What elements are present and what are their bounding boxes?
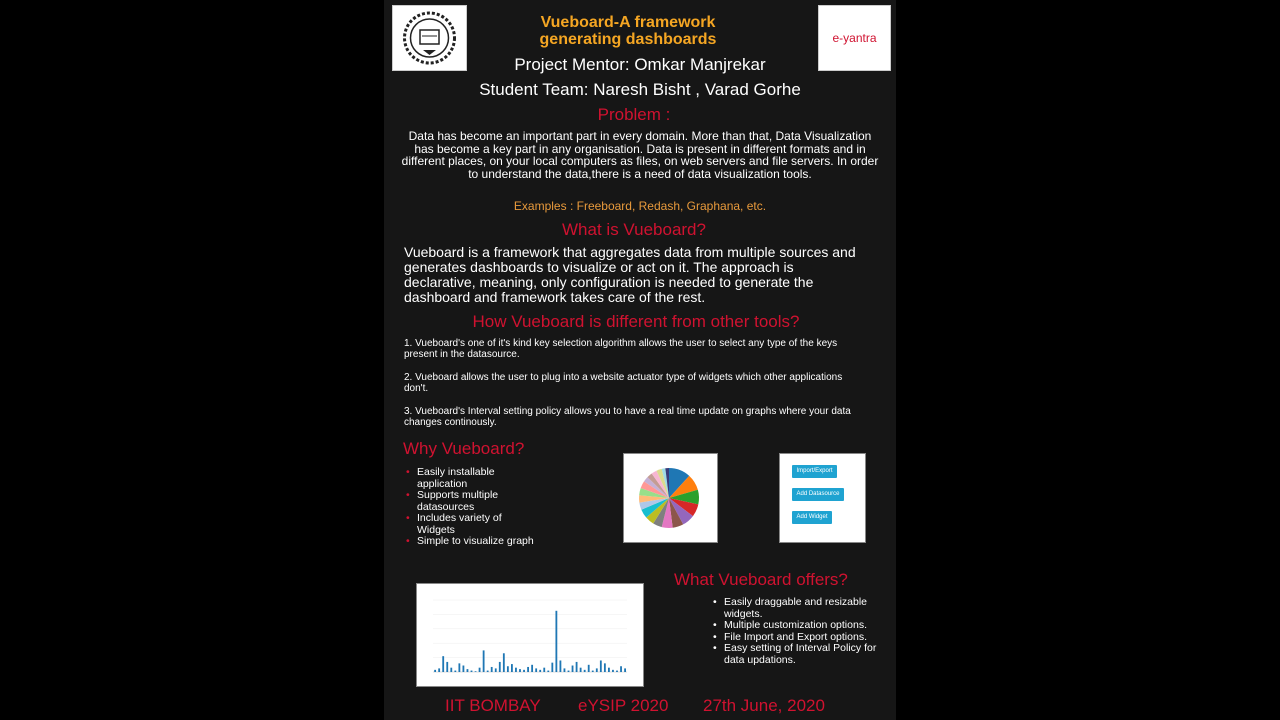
- how-point-2: 2. Vueboard allows the user to plug into a website actuator type of widgets which other applications don't.: [404, 372, 843, 394]
- offers-item: • Easy setting of Interval Policy for data updations.: [711, 643, 881, 666]
- bar: [475, 671, 477, 672]
- bar: [588, 665, 590, 672]
- bar: [491, 667, 493, 672]
- bar: [499, 662, 501, 672]
- offers-item: • File Import and Export options.: [711, 632, 881, 644]
- bar: [547, 671, 549, 672]
- pie-chart: [624, 454, 717, 542]
- poster-title: Vueboard-A framework generating dashboards: [539, 14, 717, 48]
- bar: [442, 656, 444, 672]
- bar: [568, 671, 570, 672]
- offers-item: • Multiple customization options.: [711, 620, 881, 632]
- bar: [572, 666, 574, 672]
- bar: [527, 667, 529, 672]
- bar: [543, 668, 545, 672]
- add-widget-button[interactable]: Add Widget: [792, 511, 832, 524]
- bar: [604, 663, 606, 672]
- bar: [551, 663, 553, 672]
- bar-chart-screenshot: [416, 583, 644, 687]
- bar: [495, 668, 497, 672]
- how-point-3: 3. Vueboard's Interval setting policy allows you to have a real time update on graphs where your data changes continously.: [404, 406, 851, 428]
- pie-chart-screenshot: [623, 453, 718, 543]
- footer-org: IIT BOMBAY: [445, 696, 541, 715]
- bar: [503, 653, 505, 672]
- bar: [454, 671, 456, 672]
- bar: [616, 671, 618, 672]
- bar: [519, 669, 521, 672]
- bar-chart: [417, 584, 643, 686]
- bar: [596, 668, 598, 672]
- bar: [434, 670, 436, 672]
- bar: [467, 669, 469, 672]
- bar: [438, 668, 440, 672]
- why-item: • Easily installable application: [404, 467, 534, 490]
- bar: [487, 671, 489, 672]
- bar: [515, 668, 517, 672]
- bar: [471, 671, 473, 672]
- project-mentor: Project Mentor: Omkar Manjrekar: [514, 55, 766, 74]
- why-heading: Why Vueboard?: [403, 439, 525, 458]
- poster: [384, 0, 896, 720]
- bar: [564, 668, 566, 672]
- why-list: [404, 467, 534, 548]
- how-heading: How Vueboard is different from other tools?: [472, 312, 800, 331]
- bar: [535, 668, 537, 672]
- why-item: • Simple to visualize graph: [404, 536, 534, 548]
- eyantra-logo-text: e-yantra: [832, 31, 877, 45]
- bar: [539, 670, 541, 672]
- bar: [580, 668, 582, 672]
- offers-heading: What Vueboard offers?: [674, 570, 848, 589]
- how-point-1: 1. Vueboard's one of it's kind key selection algorithm allows the user to select any type of the keys present in the datasource.: [404, 338, 838, 360]
- bar: [446, 662, 448, 672]
- bar: [523, 670, 525, 672]
- bar: [511, 664, 513, 672]
- bar: [620, 666, 622, 672]
- bar: [584, 670, 586, 672]
- bar: [576, 662, 578, 672]
- problem-heading: Problem :: [597, 105, 671, 124]
- bar: [479, 668, 481, 672]
- footer-date: 27th June, 2020: [703, 696, 825, 715]
- bar: [608, 668, 610, 672]
- bar: [600, 660, 602, 672]
- bar: [560, 660, 562, 672]
- offers-list: [711, 597, 881, 666]
- bar: [612, 670, 614, 672]
- bar: [483, 650, 485, 672]
- widget-buttons-screenshot: [779, 453, 866, 543]
- add-datasource-button[interactable]: Add Datasource: [792, 488, 844, 501]
- footer-event: eYSIP 2020: [578, 696, 669, 715]
- student-team: Student Team: Naresh Bisht , Varad Gorhe: [479, 80, 801, 99]
- bar: [507, 666, 509, 672]
- what-text: Vueboard is a framework that aggregates data from multiple sources and generates dashboards to visualize or act on it. The approach is declarative, meaning, only configuration is needed to generate the dashboard and framework takes care of the rest.: [404, 244, 856, 305]
- bar: [458, 663, 460, 672]
- problem-text: Data has become an important part in every domain. More than that, Data Visualization has become a key part in any organisation. Data is present in different formats and in different places, on your local computers as files, on web servers and file servers. In order to understand the data,there is a need of data visualization tools.: [401, 129, 879, 181]
- what-heading: What is Vueboard?: [562, 220, 706, 239]
- bar: [450, 668, 452, 672]
- bar: [531, 665, 533, 672]
- bar: [555, 611, 557, 672]
- why-item: • Includes variety of Widgets: [404, 513, 534, 536]
- why-item: • Supports multiple datasources: [404, 490, 534, 513]
- import-export-button[interactable]: Import/Export: [792, 465, 837, 478]
- offers-item: • Easily draggable and resizable widgets.: [711, 597, 881, 620]
- examples-text: Examples : Freeboard, Redash, Graphana, etc.: [513, 199, 767, 213]
- bar: [624, 668, 626, 672]
- bar: [463, 666, 465, 672]
- bar: [592, 671, 594, 672]
